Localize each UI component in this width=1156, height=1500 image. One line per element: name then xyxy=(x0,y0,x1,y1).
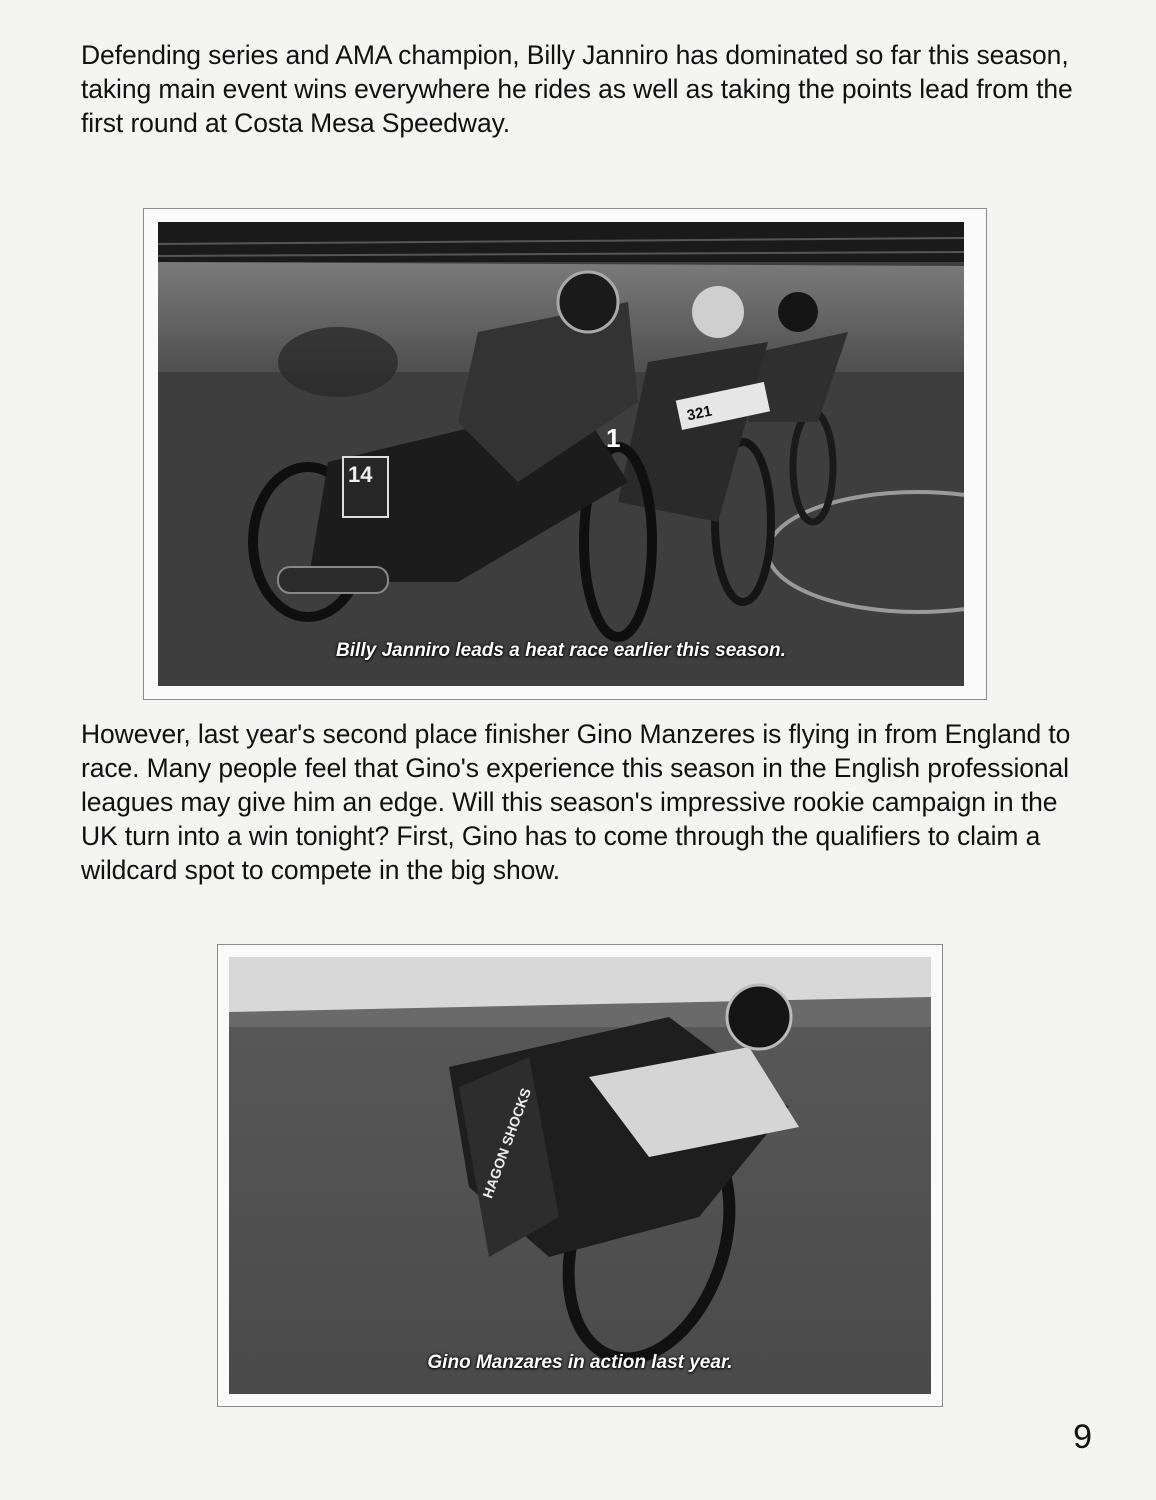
hagon-shocks-text: HAGON SHOCKS xyxy=(479,1085,535,1201)
caption-janniro: Billy Janniro leads a heat race earlier this season. xyxy=(336,640,786,661)
photo-manzares-action xyxy=(229,957,931,1394)
bike-number-321: 321 xyxy=(685,402,714,425)
speedway-race-image xyxy=(158,222,964,686)
bike-number-1: 1 xyxy=(606,423,621,453)
second-paragraph: However, last year's second place finisher Gino Manzeres is flying in from England to race. Many people feel that Gino's experience this season in the English professional leagues may give him an edge. Will this season's impressive rookie campaign in the UK turn into a win tonight? First, Gino has to come through the qualifiers to claim a wildcard spot to compete in the big show. xyxy=(81,719,1071,885)
bike-number-14: 14 xyxy=(348,462,373,487)
intro-paragraph: Defending series and AMA champion, Billy Janniro has dominated so far this season, taking main event wins everywhere he rides as well as taking the points lead from the first round at Costa Mesa Speedway. xyxy=(81,40,1073,138)
page-number: 9 xyxy=(1073,1418,1092,1456)
speedway-rider-image xyxy=(229,957,931,1394)
photo-janniro-heat-race xyxy=(158,222,964,686)
caption-manzares: Gino Manzares in action last year. xyxy=(427,1352,733,1373)
